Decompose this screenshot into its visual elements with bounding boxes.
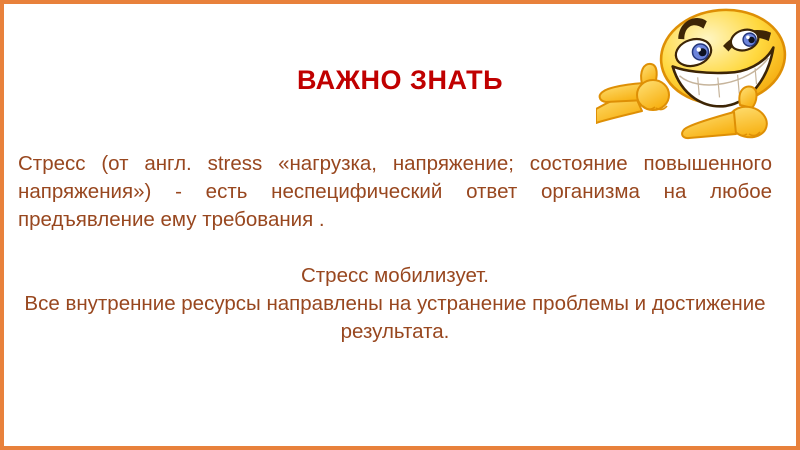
resources-line: Все внутренние ресурсы направлены на устранение проблемы и достижение результата. — [24, 292, 766, 343]
slide-body — [18, 150, 772, 346]
pointing-smiley-image — [596, 7, 792, 155]
slide-title: ВАЖНО ЗНАТЬ — [296, 65, 504, 95]
smiley-face — [657, 7, 789, 111]
blank-line — [18, 234, 772, 262]
winking-smiley-icon — [596, 7, 792, 155]
left-hand — [596, 64, 669, 123]
stress-mobilizes-line: Стресс мобилизует. — [300, 264, 489, 287]
stress-definition-paragraph: Стресс (от англ. stress «нагрузка, напряжение; состояние повышенного напряжения») - есть неспецифический ответ организма на любое предъявление ему требования . — [18, 152, 772, 231]
